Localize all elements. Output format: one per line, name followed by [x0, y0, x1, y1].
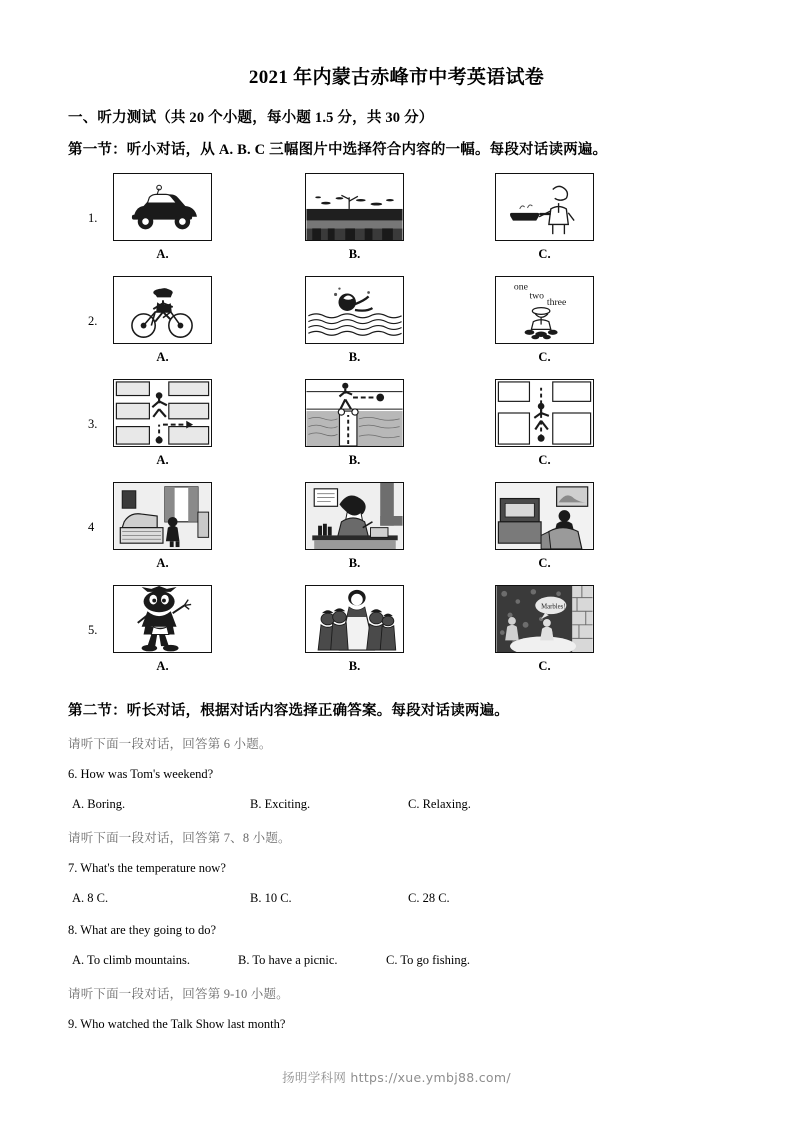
listening-question-block: [0, 720, 793, 1032]
girl-writing-icon: [305, 482, 404, 550]
option-label: C.: [538, 453, 551, 467]
option-label: B.: [348, 659, 361, 673]
section-one-heading: 一、听力测试（共 20 个小题，每小题 1.5 分，共 30 分）: [68, 110, 434, 126]
option-b[interactable]: B. Exciting.: [250, 797, 311, 811]
picture-question-row: [0, 585, 793, 688]
option-label: B.: [348, 453, 361, 467]
option-b[interactable]: B. 10 C.: [250, 891, 292, 905]
bridge-cross-icon: [305, 379, 404, 447]
picture-question-row: [0, 379, 793, 482]
option-b[interactable]: B. To have a picnic.: [238, 953, 338, 967]
swimmer-icon: [305, 276, 404, 344]
crossroad-turn-right-icon: [113, 379, 212, 447]
option-label: B.: [348, 247, 361, 261]
option-c[interactable]: C. 28 C.: [408, 891, 450, 905]
picture-option[interactable]: [113, 585, 212, 674]
option-a[interactable]: A. Boring.: [72, 797, 126, 811]
cyclist-icon: [113, 276, 212, 344]
page-title: 2021 年内蒙古赤峰市中考英语试卷: [248, 67, 545, 88]
bedroom-icon: [113, 482, 212, 550]
question-stem: 8. What are they going to do?: [68, 923, 216, 937]
picture-option[interactable]: [305, 585, 404, 674]
picture-option[interactable]: [495, 276, 594, 365]
option-label: C.: [538, 659, 551, 673]
question-number: 5.: [88, 623, 98, 637]
watching-tv-icon: [495, 482, 594, 550]
picture-option[interactable]: [495, 585, 594, 674]
picture-option[interactable]: [495, 482, 594, 571]
caption-two: two: [529, 290, 544, 302]
option-c[interactable]: C. To go fishing.: [386, 953, 470, 967]
picture-option[interactable]: [495, 379, 594, 468]
question-stem: 9. Who watched the Talk Show last month?: [68, 1017, 286, 1031]
option-label: A.: [156, 350, 169, 364]
field-icon: [305, 173, 404, 241]
counting-icon: [495, 276, 594, 344]
caption-three: three: [546, 297, 567, 309]
option-a[interactable]: A. To climb mountains.: [72, 953, 190, 967]
listening-instruction: 请听下面一段对话，回答第 6 小题。: [68, 737, 272, 751]
picture-option[interactable]: [305, 482, 404, 571]
picture-option[interactable]: [113, 276, 212, 365]
cooking-icon: [495, 173, 594, 241]
option-label: A.: [156, 556, 169, 570]
crossroad-straight-icon: [495, 379, 594, 447]
picture-option[interactable]: [113, 379, 212, 468]
speech-bubble-text: Marbles!: [541, 603, 566, 611]
option-label: A.: [156, 453, 169, 467]
question-options: [68, 876, 793, 908]
picture-question-grid: [0, 173, 793, 688]
question-stem: 7. What's the temperature now?: [68, 861, 226, 875]
option-a[interactable]: A. 8 C.: [72, 891, 109, 905]
picture-option[interactable]: [305, 173, 404, 262]
picture-question-row: [0, 173, 793, 276]
picture-question-row: [0, 482, 793, 585]
listening-instruction: 请听下面一段对话，回答第 7、8 小题。: [68, 831, 291, 845]
picture-option[interactable]: [305, 276, 404, 365]
question-number: 2.: [88, 314, 98, 328]
question-number: 4: [88, 520, 95, 534]
option-label: A.: [156, 247, 169, 261]
picture-option[interactable]: [305, 379, 404, 468]
picture-option[interactable]: [495, 173, 594, 262]
question-number: 1.: [88, 211, 98, 225]
picture-option[interactable]: [113, 482, 212, 571]
listening-instruction: 请听下面一段对话，回答第 9-10 小题。: [68, 987, 289, 1001]
option-label: C.: [538, 556, 551, 570]
question-number: 3.: [88, 417, 98, 431]
option-label: B.: [348, 556, 361, 570]
part-one-heading: 第一节：听小对话，从 A. B. C 三幅图片中选择符合内容的一幅。每段对话读两遍。: [68, 142, 608, 158]
watermark: 扬明学科网 https://xue.ymbj88.com/: [282, 1070, 511, 1085]
car-icon: [113, 173, 212, 241]
picture-option[interactable]: [113, 173, 212, 262]
option-label: C.: [538, 247, 551, 261]
cartoon-character-icon: [113, 585, 212, 653]
question-options: [68, 938, 793, 970]
option-label: C.: [538, 350, 551, 364]
option-label: B.: [348, 350, 361, 364]
night-street-icon: [495, 585, 594, 653]
question-stem: 6. How was Tom's weekend?: [68, 767, 214, 781]
snow-white-icon: [305, 585, 404, 653]
caption-one: one: [513, 281, 528, 293]
part-two-heading: 第二节：听长对话，根据对话内容选择正确答案。每段对话读两遍。: [68, 703, 509, 719]
question-options: [68, 782, 793, 814]
option-label: A.: [156, 659, 169, 673]
picture-question-row: [0, 276, 793, 379]
option-c[interactable]: C. Relaxing.: [408, 797, 471, 811]
